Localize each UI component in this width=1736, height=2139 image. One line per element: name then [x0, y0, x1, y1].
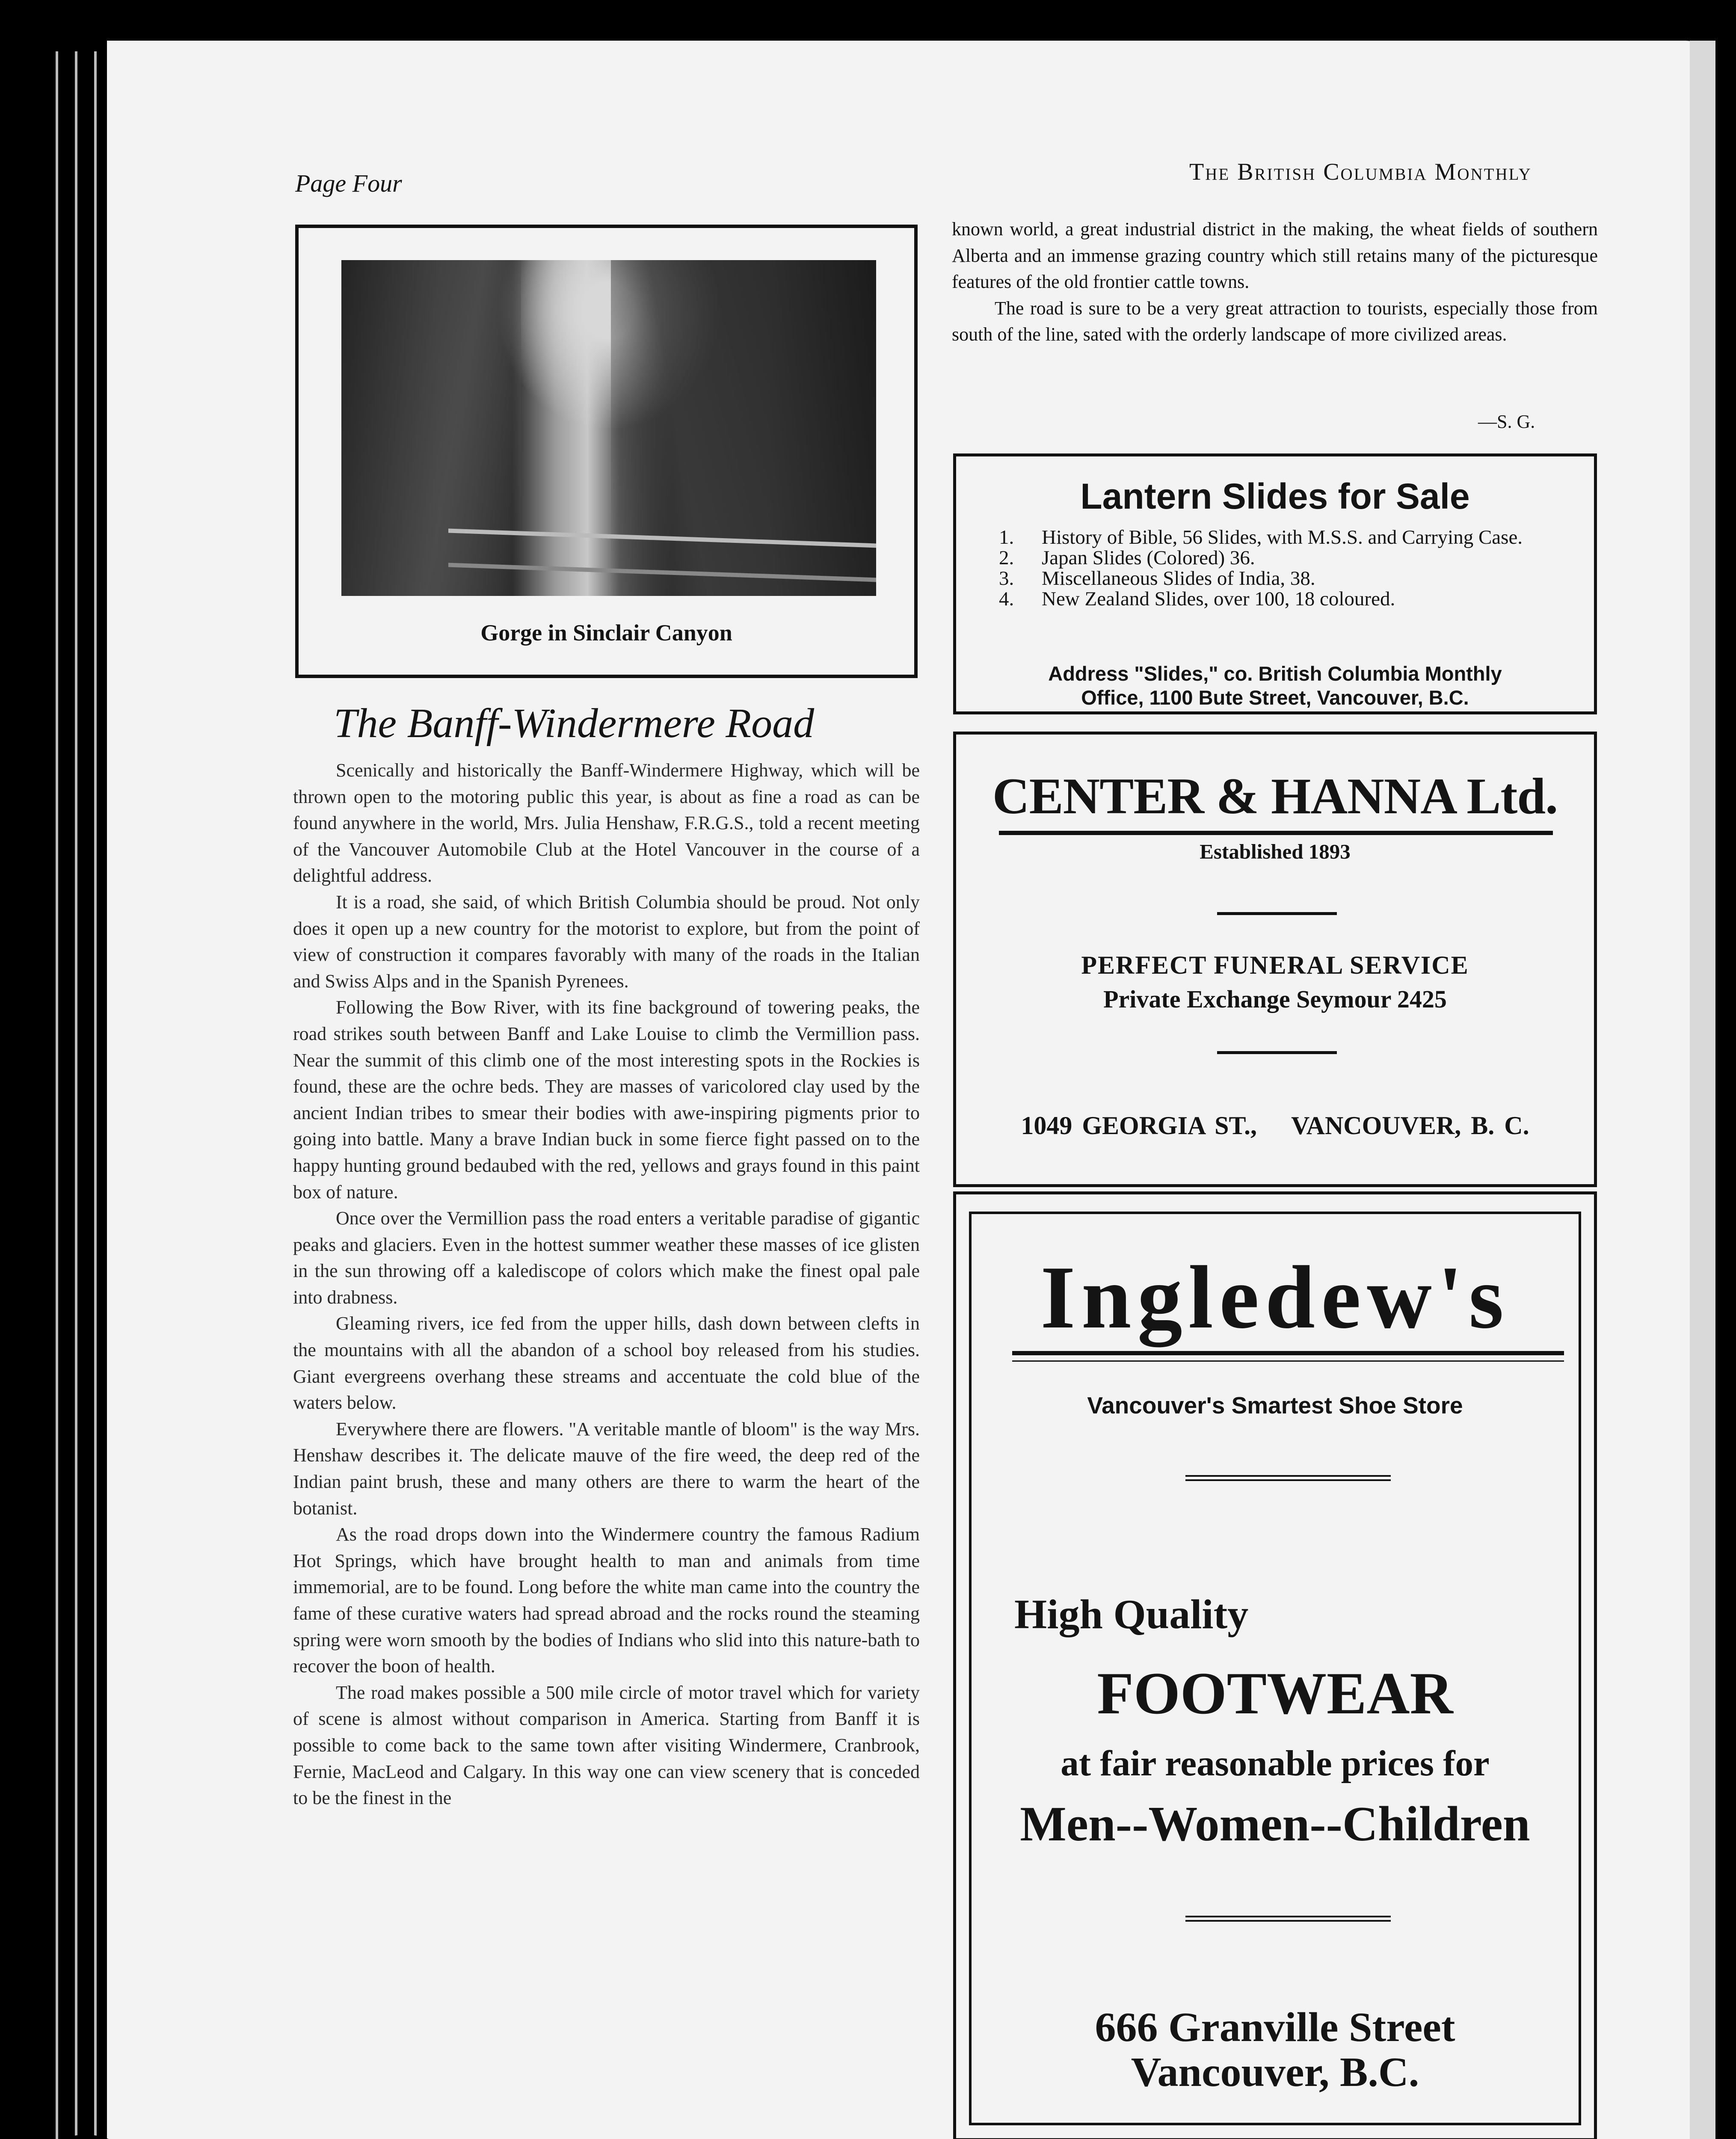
publication-title: The British Columbia Monthly	[1189, 159, 1532, 185]
list-item	[999, 568, 1555, 589]
item-number: 3.	[999, 567, 1014, 590]
list-item	[999, 589, 1555, 609]
street-address: 1049 GEORGIA ST.,	[1021, 1111, 1257, 1140]
divider	[1217, 1051, 1337, 1054]
photo-frame	[295, 225, 918, 678]
article-paragraph: Once over the Vermillion pass the road enters a veritable paradise of gigantic peaks and glaciers. Even in the hottest summer weather these masses of ice glisten in the sun throwing off a kalediscope of colors which make the finest opal pale into drabness.	[293, 1208, 920, 1308]
address-line: Office, 1100 Bute Street, Vancouver, B.C.	[1081, 686, 1469, 709]
street-address: 666 Granville Street	[1095, 2004, 1455, 2050]
company-address	[956, 1111, 1594, 1141]
divider	[999, 831, 1553, 835]
ad-line: at fair reasonable prices for	[1061, 1743, 1490, 1783]
item-text: History of Bible, 56 Slides, with M.S.S. and Carrying Case.	[1042, 526, 1523, 548]
article-paragraph: It is a road, she said, of which British Columbia should be proud. Not only does it open up a new country for the motorist to explore, but from the point of view of construction it compares favorably with many of the roads in the Italian and Swiss Alps and in the Spanish Pyrenees.	[293, 891, 920, 992]
company-name: CENTER & HANNA Ltd.	[992, 767, 1558, 824]
item-number: 1.	[999, 526, 1014, 548]
item-number: 4.	[999, 588, 1014, 610]
item-text: New Zealand Slides, over 100, 18 coloured.	[1042, 588, 1395, 610]
phone-line: Private Exchange Seymour 2425	[1103, 985, 1447, 1013]
binding-edge	[1690, 41, 1715, 2139]
page-edge	[94, 51, 97, 2139]
divider	[1185, 1475, 1391, 1481]
divider	[1012, 1351, 1564, 1355]
ad-line: High Quality	[1014, 1591, 1249, 1638]
list-item	[999, 527, 1555, 548]
item-number: 2.	[999, 547, 1014, 569]
article-body	[293, 757, 920, 1811]
divider	[1185, 1916, 1391, 1922]
article-title: The Banff-Windermere Road	[334, 700, 815, 747]
article-signature: —S. G.	[1478, 411, 1535, 432]
article-paragraph: Everywhere there are flowers. "A veritable mantle of bloom" is the way Mrs. Henshaw describes it. The delicate mauve of the fire weed, the deep red of the Indian paint brush, these and many others are there to warm the heart of the botanist.	[293, 1418, 920, 1519]
article-paragraph: The road makes possible a 500 mile circle of motor travel which for variety of scene is almost without comparison in America. Starting from Banff it is possible to come back to the same town after visiting Windermere, Cranbrook, Fernie, MacLeod and Calgary. In this way one can view scenery that is conceded to be the finest in the	[293, 1682, 920, 1809]
article-paragraph: Scenically and historically the Banff-Windermere Highway, which will be thrown open to the motoring public this year, is about as fine a road as can be found anywhere in the world, Mrs. Julia Henshaw, F.R.G.S., told a recent meeting of the Vancouver Automobile Club at the Hotel Vancouver in the course of a delightful address.	[293, 760, 920, 886]
lantern-slides-ad	[953, 453, 1597, 714]
article-paragraph: The road is sure to be a very great attraction to tourists, especially those from south of the line, sated with the orderly landscape of more civilized areas.	[952, 297, 1598, 345]
article-paragraph: known world, a great industrial district in the making, the wheat fields of southern Alberta and an immense grazing country which still retains many of the picturesque features of the old frontier cattle towns.	[952, 219, 1598, 292]
page-edge	[75, 51, 77, 2139]
article-paragraph: Following the Bow River, with its fine background of towering peaks, the road strikes south between Banff and Lake Louise to climb the Vermillion pass. Near the summit of this climb one of the most interesting spots in the Rockies is found, these are the ochre beds. They are masses of varicolored clay used by the ancient Indian tribes to smear their bodies with awe-inspiring pigments prior to going into battle. Many a brave Indian buck in some fierce fight passed on to the happy hunting ground bedaubed with the red, yellows and grays found in this paint box of nature.	[293, 997, 920, 1203]
established-line: Established 1893	[1200, 840, 1351, 863]
canyon-photo	[341, 260, 876, 596]
slide-list	[999, 527, 1555, 609]
article-paragraph: Gleaming rivers, ice fed from the upper hills, dash down between clefts in the mountains with all the abandon of a school boy released from his studies. Giant evergreens overhang these streams and accentuate the cold blue of the waters below.	[293, 1313, 920, 1413]
service-line: PERFECT FUNERAL SERVICE	[1081, 951, 1469, 979]
article-paragraph: As the road drops down into the Windermere country the famous Radium Hot Springs, which have brought health to man and animals from time immemorial, are to be found. Long before the white man came into the country the fame of these curative waters had spread abroad and the rocks round the steaming spring were worn smooth by the bodies of Indians who slid into this nature-bath to recover the boon of health.	[293, 1524, 920, 1677]
ad-address	[956, 662, 1594, 710]
ad-line: Men--Women--Children	[1020, 1797, 1530, 1851]
page-edge	[56, 51, 58, 2139]
center-hanna-ad	[953, 732, 1597, 1187]
page-number: Page Four	[295, 169, 402, 197]
city: VANCOUVER, B. C.	[1291, 1111, 1529, 1140]
address-line: Address "Slides," co. British Columbia Monthly	[1048, 662, 1502, 685]
article-continuation	[952, 216, 1598, 348]
store-name: Ingledew's	[1040, 1248, 1510, 1347]
city: Vancouver, B.C.	[1131, 2049, 1419, 2095]
ad-heading: Lantern Slides for Sale	[1080, 476, 1470, 516]
ad-inner-frame	[969, 1212, 1581, 2125]
store-tagline: Vancouver's Smartest Shoe Store	[1087, 1392, 1463, 1419]
photo-caption: Gorge in Sinclair Canyon	[480, 620, 732, 646]
divider	[1217, 912, 1337, 915]
divider	[1012, 1360, 1564, 1362]
ad-line: FOOTWEAR	[1097, 1660, 1453, 1727]
item-text: Japan Slides (Colored) 36.	[1042, 547, 1255, 569]
ingledew-ad	[953, 1191, 1597, 2139]
item-text: Miscellaneous Slides of India, 38.	[1042, 567, 1315, 590]
list-item	[999, 548, 1555, 568]
